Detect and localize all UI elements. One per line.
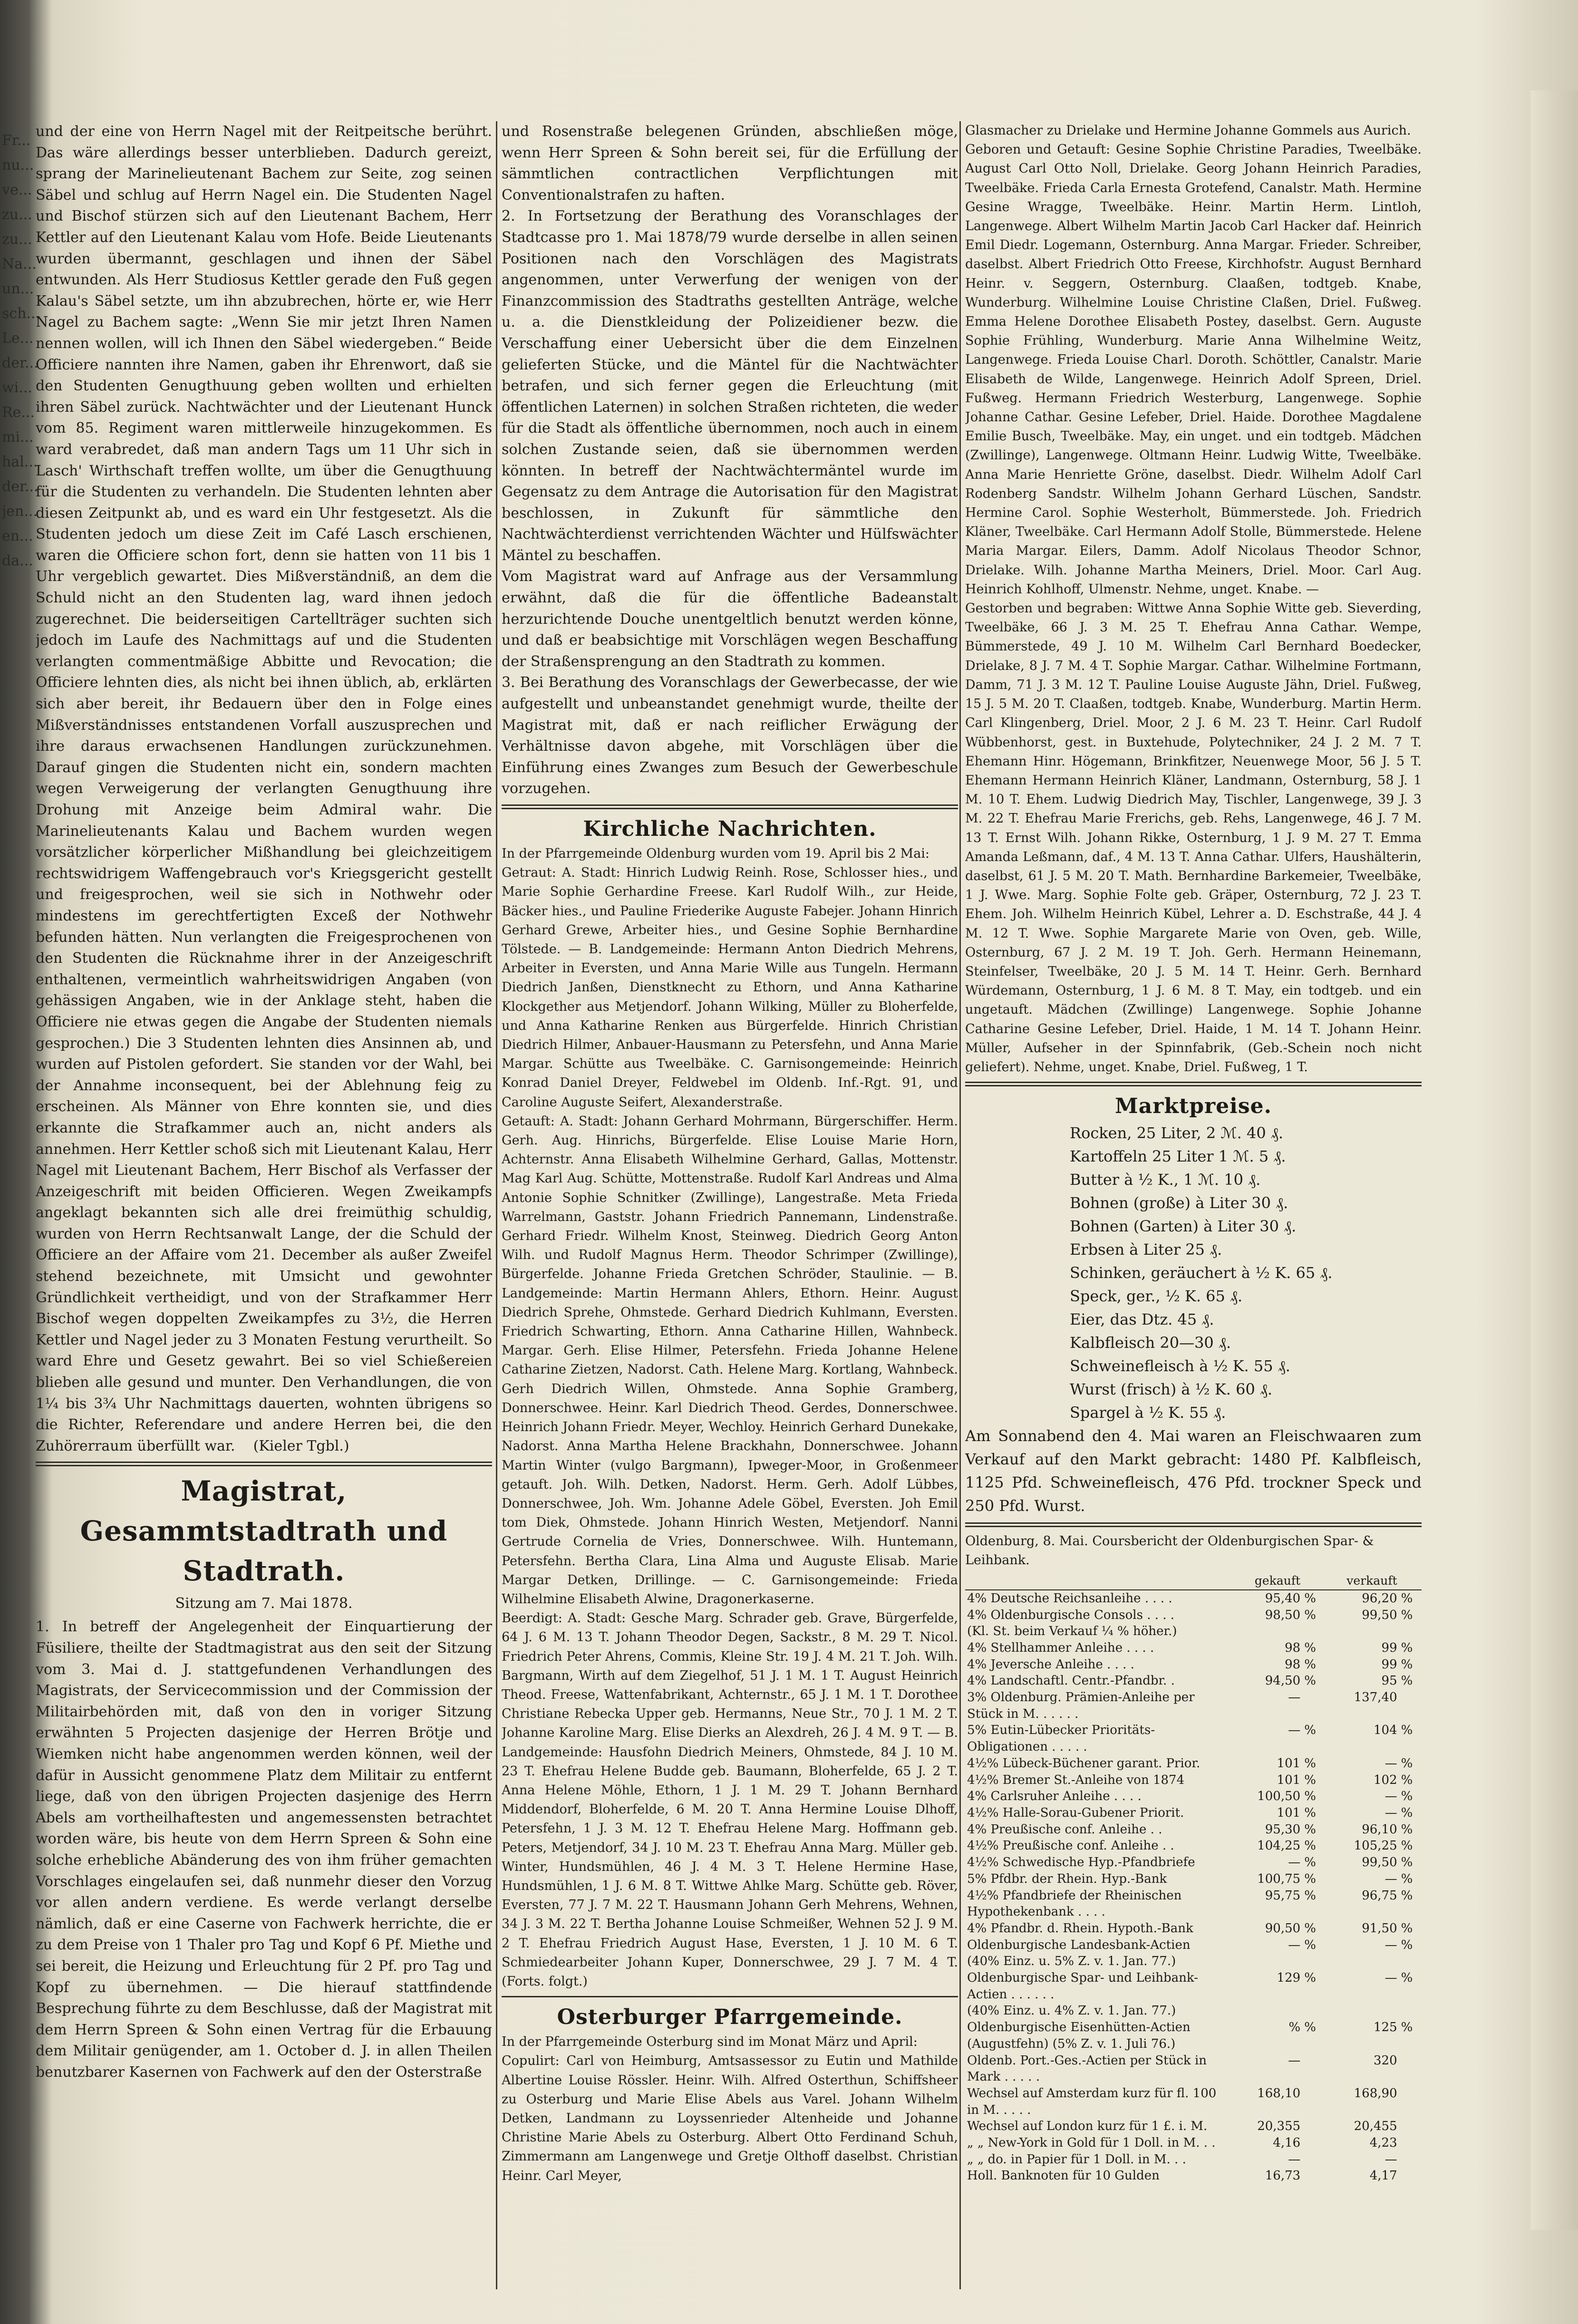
security-name: 5% Eutin-Lübecker Prioritäts-Obligationen . . . . .: [967, 1723, 1155, 1754]
sold-pct: %: [1401, 1756, 1413, 1771]
bought-pct: %: [1304, 2020, 1316, 2035]
section-divider: [965, 1082, 1422, 1086]
sold-rate: 4,17: [1369, 2169, 1397, 2183]
sold-rate: 91,50: [1362, 1921, 1397, 1936]
bought-pct: %: [1304, 1855, 1316, 1870]
section-heading-church-news: Kirchliche Nachrichten.: [583, 817, 877, 841]
market-price-item: Wurst (frisch) à ½ K. 60 ₰.: [1070, 1380, 1273, 1399]
bought-pct: %: [1304, 1871, 1316, 1886]
exchange-row: [965, 1673, 1422, 1689]
security-name: 4½% Halle-Sorau-Gubener Priorit.: [967, 1806, 1184, 1820]
bought-pct: [1302, 1689, 1325, 1722]
sold-rate: 99: [1381, 1657, 1397, 1672]
column-rule: [959, 121, 961, 2289]
exchange-row: [965, 2053, 1422, 2085]
bought-pct: [1302, 2085, 1325, 2118]
bought-rate: —: [1288, 1855, 1301, 1870]
column-rule: [496, 121, 497, 2289]
sold-pct: [1399, 1689, 1422, 1722]
security-name: 4% Oldenburgische Consols . . . .: [967, 1607, 1175, 1622]
column-3: [965, 121, 1422, 2289]
column-2: [502, 121, 958, 2289]
header-pct-blank: [1302, 1573, 1325, 1590]
market-price-item: Bohnen (große) à Liter 30 ₰.: [1070, 1194, 1288, 1212]
security-name: Oldenburgische Landesbank-Actien (40% Einz. u. 5% Z. v. 1. Jan. 77.): [967, 1937, 1191, 1969]
exchange-row: [965, 1722, 1422, 1755]
sold-pct: %: [1401, 1839, 1413, 1853]
exchange-row: [965, 1854, 1422, 1871]
sold-pct: %: [1401, 1607, 1413, 1622]
article-trade-school: 3. Bei Berathung des Voranschlags der Gewerbecasse, der wie aufgestellt und unbeanstandet genehmigt wurde, theilte der Magistrat mit, daß er nach reiflicher Erwägung der Verhältnisse davon abgehe, mit Vorschlägen über die Einführung eines Zwanges zum Besuch der Gewerbeschule vorzugehen.: [502, 674, 958, 797]
header-sold: verkauft: [1325, 1573, 1399, 1590]
security-name: „ „ New-York in Gold für 1 Doll. in M. . .: [967, 2136, 1216, 2150]
sold-rate: —: [1384, 1937, 1397, 1952]
sold-pct: [1399, 2003, 1422, 2019]
bought-rate: 95,30: [1265, 1822, 1301, 1837]
bought-pct: %: [1304, 1674, 1316, 1688]
market-price-item: Speck, ger., ½ K. 65 ₰.: [1070, 1287, 1243, 1306]
sold-rate: 102: [1373, 1772, 1397, 1787]
sold-rate: 95: [1381, 1674, 1397, 1688]
sold-rate: [1325, 1623, 1399, 1640]
exchange-row: [965, 2003, 1422, 2019]
market-price-item: Butter à ½ K., 1 ℳ. 10 ₰.: [1070, 1171, 1261, 1189]
sold-rate: 4,23: [1369, 2136, 1397, 2150]
bought-pct: %: [1304, 1971, 1316, 1985]
exchange-row: [965, 2151, 1422, 2168]
bought-pct: %: [1304, 1772, 1316, 1787]
exchange-rate-table: [965, 1573, 1422, 2184]
bought-rate: 100,75: [1257, 1871, 1301, 1886]
bought-rate: 104,25: [1257, 1839, 1301, 1853]
sold-pct: %: [1401, 1674, 1413, 1688]
bought-pct: %: [1304, 1756, 1316, 1771]
security-name: 4½% Bremer St.-Anleihe von 1874: [967, 1772, 1185, 1787]
bought-rate: 98: [1285, 1657, 1301, 1672]
bought-pct: %: [1304, 1822, 1316, 1837]
security-name: (Kl. St. beim Verkauf ¼ % höher.): [967, 1624, 1177, 1639]
exchange-row: [965, 2085, 1422, 2118]
sold-pct: %: [1401, 1657, 1413, 1672]
sold-rate: 96,75: [1362, 1888, 1397, 1903]
article-magistrat-body: 1. In betreff der Angelegenheit der Einquartierung der Füsiliere, theilte der Stadtmagistrat aus den seit der Sitzung vom 3. Mai d. J. stattgefundenen Verhandlungen des Magistrats, der Servicecommission und der Commission der Militairbehörden mit, daß von den in voriger Sitzung erwähnten 5 Projecten dasjenige der Herren Brötje und Wiemken nicht habe angenommen werden können, weil der dafür in Aussicht genommene Platz dem Militair zu entfernt liege, daß von den übrigen Projecten dasjenige des Herrn Abels am vortheilhaftesten und angemessensten betrachtet worden wäre, bis heute von dem Herrn Spreen & Sohn eine solche erhebliche Abänderung des von ihm früher gemachten Vorschlages eingelaufen sei, daß nunmehr dieser den Vorzug vor allen andern verdiene. Es werde verlangt derselbe nämlich, daß er eine Caserne von Fachwerk herrichte, die er zu dem Preise von 1 Thaler pro Tag und Kopf 6 Pf. Miethe und sei bereit, die Heizung und Erleuchtung für 2 Pf. pro Tag und Kopf zu übernehmen. — Die hierauf stattfindende Besprechung führte zu dem Beschlusse, daß der Magistrat mit dem Herrn Spreen & Sohn einen Vertrag für die Erbauung dem Militair genügender, am 1. October d. J. in allen Theilen benutzbarer Kasernen von Fachwerk auf den der Osterstraße: [36, 1618, 492, 2081]
church-register-oldenburg: Getraut: A. Stadt: Hinrich Ludwig Reinh. Rose, Schlosser hies., und Marie Sophie Gerhardine Freese. Karl Rudolf Wilh., zur Heide, Bäcker hies., und Pauline Friederike Auguste Fabejer. Johann Hinrich Gerhard Grewe, Arbeiter hies., und Gesine Sophie Bernhardine Tölstede. — B. Landgemeinde: Hermann Anton Diedrich Mehrens, Arbeiter in Eversten, und Anna Marie Wille aus Tungeln. Hermann Diedrich Janßen, Dienstknecht zu Ethorn, und Anna Katharine Klockgether aus Metjendorf. Johann Wilking, Müller zu Bloherfelde, und Anna Katharine Renken aus Bürgerfelde. Hinrich Christian Diedrich Hilmer, Anbauer-Hausmann zu Petersfehn, und Anna Marie Margar. Schütte aus Tweelbäke. C. Garnisongemeinde: Heinrich Konrad Daniel Dreyer, Feldwebel im Oldenb. Inf.-Rgt. 91, und Caroline Auguste Seifert, Alexanderstraße. Getauft: A. Stadt: Johann Gerhard Mohrmann, Bürgerschiffer. Herm. Gerh. Aug. Hinrichs, Bürgerfelde. Elise Louise Marie Horn, Achternstr. Anna Elisabeth Wilhelmine Gerhard, Gallas, Mottenstr. Mag Karl Aug. Schütte, Mottenstraße. Rudolf Karl Andreas und Alma Antonie Sophie Schnitker (Zwillinge), Langestraße. Meta Frieda Warrelmann, Gaststr. Johann Friedrich Pannemann, Lindenstraße. Gerhard Friedr. Wilhelm Knost, Steinweg. Diedrich Georg Anton Wilh. und Rudolf Magnus Herm. Theodor Schrimper (Zwillinge), Bürgerfelde. Johanne Frieda Gretchen Schröder, Staulinie. — B. Landgemeinde: Martin Hermann Ahlers, Ethorn. Heinr. August Diedrich Sprehe, Ohmstede. Gerhard Diedrich Kuhlmann, Eversten. Friedrich Schwarting, Ethorn. Anna Catharine Hillen, Wahnbeck. Margar. Gerh. Elise Hilmer, Petersfehn. Frieda Johanne Helene Catharine Zietzen, Nadorst. Cath. Helene Marg. Kortlang, Wahnbeck. Gerh Diedrich Willen, Ohmstede. Anna Sophie Gramberg, Donnerschwee. Heinr. Karl Diedrich Theod. Gerdes, Donnerschwee. Heinrich Johann Friedr. Meyer, Wechloy. Heinrich Gerhard Dunekake, Nadorst. Anna Martha Helene Brackhahn, Donnerschwee. Johann Martin Winter (vulgo Bargmann), Ipweger-Moor, in Großenmeer getauft. Joh. Wilh. Detken, Nadorst. Herm. Gerh. Adolf Lübbes, Donnerschwee, Joh. Wm. Johanne Adele Göbel, Eversten. Joh Emil tom Diek, Ohmstede. Johann Hinrich Westen, Metjendorf. Nanni Gertrude Cornelia de Vries, Donnerschwee. Wilh. Huntemann, Petersfehn. Bertha Clara, Lina Alma und Auguste Elisab. Marie Margar Detken, Drillinge. — C. Garnisongemeinde: Frieda Wilhelmine Elisabeth Alwine, Dragonerkaserne. Beerdigt: A. Stadt: Gesche Marg. Schrader geb. Grave, Bürgerfelde, 64 J. 6 M. 13 T. Johann Theodor Degen, Sackstr., 8 M. 29 T. Nicol. Friedrich Peter Ahrens, Commis, Kleine Str. 19 J. 4 M. 21 T. Joh. Wilh. Bargmann, Wirth auf dem Ziegelhof, 51 J. 1 M. 1 T. August Heinrich Theod. Freese, Wattenfabrikant, Achternstr., 65 J. 1 M. 1 T. Dorothee Christiane Rebecka Upper geb. Hermanns, Neue Str., 70 J. 1 M. 2 T. Johanne Karoline Marg. Elise Dierks an Alexdreh, 26 J. 4 M. 9 T. — B. Landgemeinde: Hausfohn Diedrich Meiners, Ohmstede, 84 J. 10 M. 23 T. Ehefrau Helene Budde geb. Baumann, Bloherfelde, 65 J. 2 T. Anna Helene Möhle, Ethorn, 1 J. 1 M. 29 T. Johann Bernhard Middendorf, Bloherfelde, 6 M. 20 T. Anna Hermine Louise Dlhoff, Petersfehn, 1 J. 3 M. 12 T. Ehefrau Helene Marg. Hoffmann geb. Peters, Metjendorf, 34 J. 10 M. 23 T. Ehefrau Anna Marg. Müller geb. Winter, Hundsmühlen, 46 J. 4 M. 3 T. Helene Hermine Hase, Hundsmühlen, 1 J. 6 M. 8 T. Wittwe Ahlke Marg. Schütte geb. Röver, Eversten, 77 J. 7 M. 22 T. Hausmann Johann Gerh Mehrens, Wehnen, 34 J. 3 M. 22 T. Bertha Johanne Louise Schmeißer, Wehnen 52 J. 9 M. 2 T. Ehefrau Friedrich August Hase, Eversten, 1 J. 10 M. 6 T. Schmiedearbeiter Johann Kuper, Donnerschwee, 29 J. 7 M. 4 T. (Forts. folgt.): [502, 865, 958, 1989]
bought-pct: %: [1304, 1888, 1316, 1903]
market-price-item: Kartoffeln 25 Liter 1 ℳ. 5 ₰.: [1070, 1147, 1286, 1166]
sold-pct: %: [1401, 1921, 1413, 1936]
sold-pct: %: [1401, 1591, 1413, 1606]
article-magistrat-continued: und Rosenstraße belegenen Gründen, abschließen möge, wenn Herr Spreen & Sohn bereit sei, für die Erfüllung der sämmtlichen contractlichen Verpflichtungen mit Conventionalstrafen zu haften.: [502, 123, 958, 203]
exchange-row: [965, 1772, 1422, 1789]
sold-rate: 320: [1373, 2053, 1397, 2068]
sold-pct: [1399, 1623, 1422, 1640]
bought-rate: 101: [1277, 1756, 1301, 1771]
sold-rate: —: [1384, 1971, 1397, 1985]
sold-rate: 99: [1381, 1640, 1397, 1655]
exchange-row: [965, 1656, 1422, 1673]
bought-rate: 90,50: [1265, 1921, 1301, 1936]
osterburg-register-continued: Glasmacher zu Drielake und Hermine Johanne Gommels aus Aurich. Geboren und Getauft: Gesine Sophie Christine Paradies, Tweelbäke. August Carl Otto Noll, Drielake. Georg Johann Heinrich Paradies, Tweelbäke. Frieda Carla Ernesta Grotefend, Canalstr. Math. Hermine Gesine Wragge, Tweelbäke. Heinr. Martin Herm. Lintloh, Langenwege. Albert Wilhelm Martin Jacob Carl Hacker daf. Heinrich Emil Diedr. Logemann, Osternburg. Anna Margar. Frieder. Schreiber, daselbst. Albert Friedrich Otto Freese, Kirchhofstr. August Bernhard Heinr. v. Seggern, Osternburg. Claaßen, todtgeb. Knabe, Wunderburg. Wilhelmine Louise Christine Claßen, Driel. Fußweg. Emma Helene Dorothee Elisabeth Postey, daselbst. Gern. Auguste Sophie Frühling, Wunderburg. Marie Anna Wilhelmine Weitz, Langenwege. Frieda Louise Charl. Doroth. Schöttler, Canalstr. Marie Elisabeth de Wilde, Langenwege. Heinrich Adolf Spreen, Driel. Fußweg. Hermann Friedrich Westerburg, Langenwege. Sophie Johanne Cathar. Gesine Lefeber, Driel. Haide. Dorothee Magdalene Emilie Busch, Tweelbäke. May, ein unget. und ein todtgeb. Mädchen (Zwillinge), Langenwege. Oltmann Heinr. Ludwig Witte, Tweelbäke. Anna Marie Henriette Gröne, daselbst. Diedr. Wilhelm Adolf Carl Rodenberg Sandstr. Wilhelm Johann Gerhard Lüschen, Sandstr. Hermine Carol. Sophie Westerholt, Bümmerstede. Joh. Friedrich Kläner, Tweelbäke. Carl Hermann Adolf Stolle, Bümmerstede. Helene Maria Margar. Eilers, Damm. Adolf Nicolaus Theodor Schnor, Drielake. Wilh. Johanne Martha Meiners, Driel. Moor. Carl Aug. Heinrich Kohlhoff, Ulmenstr. Nehme, unget. Knabe. — Gestorben und begraben: Wittwe Anna Sophie Witte geb. Sieverding, Tweelbäke, 66 J. 3 M. 25 T. Ehefrau Anna Cathar. Wempe, Bümmerstede, 49 J. 10 M. Wilhelm Carl Bernhard Boedecker, Drielake, 8 J. 7 M. 4 T. Sophie Margar. Cathar. Wilhelmine Fortmann, Damm, 71 J. 3 M. 12 T. Pauline Louise Auguste Jähn, Driel. Fußweg, 15 J. 5 M. 20 T. Claaßen, todtgeb. Knabe, Wunderburg. Martin Herm. Carl Klingenberg, Driel. Moor, 2 J. 6 M. 23 T. Heinr. Carl Rudolf Wübbenhorst, gest. in Buxtehude, Polytechniker, 24 J. 2 M. 7 T. Ehemann Hinr. Högemann, Brinkfitzer, Neuenwege Moor, 56 J. 5 T. Ehemann Hermann Heinrich Kläner, Landmann, Osternburg, 58 J. 1 M. 10 T. Ehem. Ludwig Diedrich May, Tischler, Langenwege, 39 J. 3 M. 22 T. Ehefrau Marie Frerichs, geb. Rehs, Langenwege, 46 J. 7 M. 13 T. Ernst Wilh. Johann Rikke, Osternburg, 1 J. 9 M. 27 T. Emma Amanda Leßmann, daf., 4 M. 13 T. Anna Cathar. Ulfers, Haushälterin, daselbst, 61 J. 5 M. 20 T. Math. Bernhardine Barkemeier, Tweelbäke, 1 J. Wwe. Marg. Sophie Folte geb. Gräper, Osternburg, 72 J. 23 T. Ehem. Joh. Wilhelm Heinrich Kübel, Lehrer a. D. Eschstraße, 44 J. 4 M. 12 T. Wwe. Sophie Margarete Marie von Oven, geb. Wille, Osternburg, 67 J. 2 M. 19 T. Joh. Gerh. Hermann Heinemann, Steinfelser, Tweelbäke, 20 J. 5 M. 14 T. Heinr. Gerh. Bernhard Würdemann, Osternburg, 1 J. 6 M. 8 T. May, ein todtgeb. und ein ungetauft. Mädchen (Zwillinge) Langenwege. Sophie Johanne Catharine Gesine Lefeber, Driel. Haide, 1 M. 14 T. Johann Heinr. Müller, Aufseher in der Spinnfabrik, (Geb.-Schein noch nicht geliefert). Nehme, unget. Knabe, Driel. Fußweg, 1 T.: [965, 123, 1422, 1075]
exchange-table-header: [965, 1573, 1422, 1590]
security-name: Oldenburgische Spar- und Leihbank-Actien . . . . . .: [967, 1971, 1199, 2002]
security-name: 4% Deutsche Reichsanleihe . . . .: [967, 1591, 1172, 1606]
exchange-row: [965, 1689, 1422, 1722]
sold-rate: —: [1384, 1789, 1397, 1804]
bought-pct: %: [1304, 1806, 1316, 1820]
security-name: 5% Pfdbr. der Rhein. Hyp.-Bank: [967, 1871, 1167, 1886]
bought-rate: [1229, 2003, 1303, 2019]
sold-pct: [1399, 2168, 1422, 2184]
bought-pct: [1302, 2003, 1325, 2019]
security-name: 4% Landschaftl. Centr.-Pfandbr. .: [967, 1674, 1175, 1688]
market-price-list: [965, 1122, 1422, 1424]
sold-rate: 105,25: [1354, 1839, 1397, 1853]
sold-pct: [1399, 2118, 1422, 2135]
exchange-row: [965, 1821, 1422, 1838]
bought-pct: %: [1304, 1591, 1316, 1606]
exchange-row: [965, 1937, 1422, 1970]
security-name: Wechsel auf Amsterdam kurz für fl. 100 in M. . . . .: [967, 2086, 1217, 2117]
sold-pct: %: [1401, 1855, 1413, 1870]
bought-pct: %: [1304, 1921, 1316, 1936]
sold-rate: 99,50: [1362, 1855, 1397, 1870]
osterburg-intro: In der Pfarrgemeinde Osterburg sind im Monat März und April:: [502, 2034, 918, 2050]
bought-rate: [1229, 1623, 1303, 1640]
sold-pct: %: [1401, 1640, 1413, 1655]
sold-pct: %: [1401, 2020, 1413, 2035]
exchange-row: [965, 2168, 1422, 2184]
security-name: Oldenb. Port.-Ges.-Actien per Stück in Mark . . . . .: [967, 2053, 1207, 2084]
exchange-row: [965, 2019, 1422, 2052]
sold-pct: %: [1401, 1871, 1413, 1886]
bought-rate: 16,73: [1265, 2169, 1301, 2183]
bought-pct: [1302, 2168, 1325, 2184]
article-duel-report: und der eine von Herrn Nagel mit der Reitpeitsche berührt. Das wäre allerdings besser unterblieben. Dadurch gereizt, sprang der Marinelieutenant Bachem zur Seite, zog seinen Säbel und schlug auf Herrn Nagel ein. Die Studenten Nagel und Bischof stürzen sich auf den Lieutenant Bachem, Herr Kettler auf den Lieutenant Kalau vom Hofe. Beide Lieutenants wurden übermannt, geschlagen und ihnen der Säbel entwunden. Als Herr Studiosus Kettler gerade den Fuß gegen Kalau's Säbel setzte, um ihn abzubrechen, hörte er, wie Herr Nagel zu Bachem sagte: „Wenn Sie mir jetzt Ihren Namen nennen wollen, will ich Ihnen den Säbel wiedergeben.“ Beide Officiere nannten ihre Namen, gaben ihr Ehrenwort, daß sie den Studenten Genugthuung geben wollten und erhielten ihren Säbel zurück. Nachtwächter und der Lieutenant Hunck vom 85. Regiment waren mittlerweile hinzugekommen. Es ward verabredet, daß man andern Tags um 11 Uhr sich in Lasch' Wirthschaft treffen wollte, um über die Genugthuung für die Studenten zu verhandeln. Die Studenten lehnten aber diesen Zeitpunkt ab, und es ward ein Uhr festgesetzt. Als die Studenten jedoch um diese Zeit im Café Lasch erschienen, waren die Officiere schon fort, denn sie hatten von 11 bis 1 Uhr vergeblich gewartet. Dies Mißverständniß, an dem die Schuld nicht an den Studenten lag, ward ihnen jedoch zugerechnet. Die beiderseitigen Cartellträger suchten sich jedoch im Laufe des Nachmittags auf und die Studenten verlangten commentmäßige Abbitte und Revocation; die Officiere lehnten dies, als nicht bei ihnen üblich, ab, erklärten sich aber bereit, ihr Bedauern über den in Folge eines Mißverständnisses entstandenen Vorfall auszusprechen und ihre daraus erwachsenen Handlungen zurückzunehmen. Darauf gingen die Studenten nicht ein, sondern machten wegen Verweigerung der verlangten Genugthuung ihre Drohung mit Anzeige beim Admiral wahr. Die Marinelieutenants Kalau und Bachem wurden wegen vorsätzlicher körperlicher Mißhandlung bei gleichzeitigem rechtswidrigem Waffengebrauch vor's Kriegsgericht gestellt und freigesprochen, weil sie sich in Nothwehr oder mindestens im gerechtfertigten Exceß der Nothwehr befunden hätten. Nun verlangten die Freigesprochenen von den Studenten die Rücknahme ihrer in der Anzeigeschrift enthaltenen, vermeintlich wahrheitswidrigen Angaben (von gehässigen Angaben, wie in der Anklage steht, haben die Officiere nie etwas gegen die Angabe der Studenten niemals gesprochen.) Die 3 Studenten lehnten dies Ansinnen ab, und wurden auf Pistolen gefordert. Sie standen vor der Wahl, bei der Annahme inconsequent, bei der Ablehnung feig zu erscheinen. Als Männer von Ehre konnten sie, und dies erkannte die Strafkammer auch an, nicht anders als annehmen. Herr Kettler schoß sich mit Lieutenant Kalau, Herr Nagel mit Lieutenant Bachem, Herr Bischof als Verfasser der Anzeigeschrift mit beiden Officieren. Wegen Zweikampfs angeklagt bekannten sich alle drei freimüthig schuldig, wurden von Herrn Rechtsanwalt Lange, der die Schuld der Officiere an der Affaire vom 21. December als außer Zweifel stehend bezeichnete, mit Umsicht und gewohnter Gründlichkeit vertheidigt, und von der Strafkammer Herr Bischof wegen doppelten Zweikampfes zu 3½, die Herren Kettler und Nagel jeder zu 3 Monaten Festung verurtheilt. So ward Ehre und Gesetz gewahrt. Bei so viel Schießereien blieben alle gesund und munter. Den Verhandlungen, die von 1¼ bis 3¾ Uhr Nachmittags dauerten, wohnten übrigens so die Richter, Referendare und andere Herren bei, die den Zuhörerraum überfüllt war. (Kieler Tgbl.): [36, 123, 492, 1454]
sold-rate: 137,40: [1354, 1690, 1397, 1705]
security-name: 4½% Lübeck-Büchener garant. Prior.: [967, 1756, 1200, 1771]
market-price-item: Erbsen à Liter 25 ₰.: [1070, 1240, 1222, 1259]
article-bath: Vom Magistrat ward auf Anfrage aus der Versammlung erwähnt, daß die für die öffentliche Badeanstalt herzurichtende Douche unentgeltlich benutzt werden könne, und daß er beabsichtige mit Vorschlägen wegen Beschaffung der Straßensprengung an den Stadtrath zu kommen.: [502, 568, 958, 670]
security-name: Oldenburgische Eisenhütten-Actien (Augustfehn) (5% Z. v. 1. Juli 76.): [967, 2020, 1191, 2051]
exchange-row: [965, 1623, 1422, 1640]
bought-rate: 100,50: [1257, 1789, 1301, 1804]
sold-pct: %: [1401, 1789, 1413, 1804]
exchange-row: [965, 2135, 1422, 2151]
market-price-item: Eier, das Dtz. 45 ₰.: [1070, 1310, 1214, 1329]
sold-pct: %: [1401, 1937, 1413, 1952]
bought-rate: —: [1288, 1723, 1301, 1738]
sold-rate: —: [1384, 1806, 1397, 1820]
sold-rate: [1325, 2003, 1399, 2019]
security-name: Holl. Banknoten für 10 Gulden: [967, 2169, 1160, 2183]
market-price-item: Kalbfleisch 20—30 ₰.: [1070, 1334, 1231, 1352]
bought-rate: 129: [1277, 1971, 1301, 1985]
exchange-row: [965, 1607, 1422, 1624]
bought-pct: [1302, 1623, 1325, 1640]
session-date: Sitzung am 7. Mai 1878.: [175, 1595, 353, 1612]
security-name: 4% Carlsruher Anleihe . . . .: [967, 1789, 1142, 1804]
security-name: 4% Preußische conf. Anleihe . .: [967, 1822, 1162, 1837]
bought-rate: 168,10: [1257, 2086, 1301, 2101]
bought-rate: %: [1288, 2020, 1301, 2035]
church-intro: In der Pfarrgemeinde Oldenburg wurden vom 19. April bis 2 Mai:: [502, 846, 930, 861]
security-name: 4% Jeversche Anleihe . . . .: [967, 1657, 1134, 1672]
osterburg-register: Copulirt: Carl von Heimburg, Amtsassessor zu Eutin und Mathilde Albertine Louise Rössler. Heinr. Wilh. Alfred Osterthun, Schiffsheer zu Osterburg und Marie Elise Abels aus Varel. Johann Wilhelm Detken, Landmann zu Loyssenrieder Altenheide und Johanne Christine Marie Abels zu Osterburg. Albert Otto Ferdinand Schuh, Zimmermann am Langenwege und Gretje Olthoff daselbst. Christian Heinr. Carl Meyer,: [502, 2053, 958, 2183]
sold-pct: %: [1401, 1822, 1413, 1837]
bought-rate: 101: [1277, 1772, 1301, 1787]
bought-pct: %: [1304, 1607, 1316, 1622]
bought-pct: [1302, 2053, 1325, 2085]
bought-pct: [1302, 2135, 1325, 2151]
sold-pct: %: [1401, 1772, 1413, 1787]
security-name: 4½% Schwedische Hyp.-Pfandbriefe: [967, 1855, 1195, 1870]
market-price-item: Rocken, 25 Liter, 2 ℳ. 40 ₰.: [1070, 1124, 1284, 1143]
market-price-item: Schweinefleisch à ½ K. 55 ₰.: [1070, 1357, 1290, 1375]
exchange-row: [965, 1755, 1422, 1772]
next-page-edge: [1530, 90, 1578, 2230]
bought-rate: 98: [1285, 1640, 1301, 1655]
bought-rate: —: [1288, 1937, 1301, 1952]
header-pct-blank: [1399, 1573, 1422, 1590]
sold-rate: 104: [1373, 1723, 1397, 1738]
section-heading-magistrat: Magistrat, Gesammtstadtrath und Stadtrath.: [80, 1475, 448, 1588]
bought-rate: 95,75: [1265, 1888, 1301, 1903]
bought-rate: 95,40: [1265, 1591, 1301, 1606]
security-name: 4½% Preußische conf. Anleihe . .: [967, 1839, 1174, 1853]
security-name: 4% Pfandbr. d. Rhein. Hypoth.-Bank: [967, 1921, 1193, 1936]
column-1: [36, 121, 492, 2289]
header-blank: [965, 1573, 1229, 1590]
sold-pct: [1399, 2085, 1422, 2118]
sold-pct: [1399, 2135, 1422, 2151]
sold-pct: [1399, 2151, 1422, 2168]
bought-rate: —: [1288, 2053, 1301, 2068]
bought-rate: 98,50: [1265, 1607, 1301, 1622]
exchange-row: [965, 1888, 1422, 1920]
section-divider: [502, 804, 958, 809]
exchange-row: [965, 1838, 1422, 1854]
section-divider: [502, 1996, 958, 1997]
security-name: 4% Stellhammer Anleihe . . . .: [967, 1640, 1154, 1655]
exchange-row: [965, 1970, 1422, 2003]
bought-pct: %: [1304, 1937, 1316, 1952]
sold-rate: 96,20: [1362, 1591, 1397, 1606]
sold-pct: %: [1401, 1971, 1413, 1985]
exchange-row: [965, 1788, 1422, 1805]
bought-pct: %: [1304, 1839, 1316, 1853]
bought-pct: %: [1304, 1789, 1316, 1804]
sold-rate: 96,10: [1362, 1822, 1397, 1837]
section-heading-market-prices: Marktpreise.: [1115, 1094, 1272, 1119]
section-divider: [36, 1462, 492, 1466]
market-meat-note: Am Sonnabend den 4. Mai waren an Fleischwaaren zum Verkauf auf den Markt gebracht: 1480 Pf. Kalbfleisch, 1125 Pfd. Schweinefleisch, 476 Pfd. trockner Speck und 250 Pfd. Wurst.: [965, 1427, 1422, 1515]
exchange-row: [965, 1920, 1422, 1937]
sold-pct: %: [1401, 1806, 1413, 1820]
bought-rate: 4,16: [1273, 2136, 1301, 2150]
security-name: (40% Einz. u. 4% Z. v. 1. Jan. 77.): [967, 2004, 1176, 2018]
exchange-row: [965, 1640, 1422, 1656]
market-price-item: Bohnen (Garten) à Liter 30 ₰.: [1070, 1217, 1297, 1236]
exchange-row: [965, 2118, 1422, 2135]
exchange-row: [965, 1805, 1422, 1821]
market-price-item: Schinken, geräuchert à ½ K. 65 ₰.: [1070, 1264, 1333, 1282]
sold-rate: —: [1384, 1756, 1397, 1771]
sold-rate: 99,50: [1362, 1607, 1397, 1622]
exchange-report-title: Oldenburg, 8. Mai. Coursbericht der Oldenburgischen Spar- & Leihbank.: [965, 1534, 1374, 1568]
security-name: „ „ do. in Papier für 1 Doll. in M. . .: [967, 2152, 1186, 2167]
security-name: 4½% Pfandbriefe der Rheinischen Hypothekenbank . . . .: [967, 1888, 1182, 1919]
sold-rate: 125: [1373, 2020, 1397, 2035]
sold-pct: %: [1401, 1888, 1413, 1903]
market-price-item: Spargel à ½ K. 55 ₰.: [1070, 1404, 1226, 1422]
security-name: 3% Oldenburg. Prämien-Anleihe per Stück in M. . . . . .: [967, 1690, 1195, 1721]
bought-rate: 94,50: [1265, 1674, 1301, 1688]
exchange-row: [965, 1871, 1422, 1888]
sold-pct: %: [1401, 1723, 1413, 1738]
bought-pct: [1302, 2118, 1325, 2135]
exchange-row: [965, 1590, 1422, 1607]
bought-pct: %: [1304, 1657, 1316, 1672]
section-divider: [965, 1522, 1422, 1527]
bought-rate: 20,355: [1257, 2119, 1301, 2134]
section-heading-osterburg: Osterburger Pfarrgemeinde.: [557, 2005, 903, 2030]
bought-pct: [1302, 2151, 1325, 2168]
bought-pct: %: [1304, 1723, 1316, 1738]
sold-pct: [1399, 2053, 1422, 2085]
bought-rate: —: [1288, 1690, 1301, 1705]
header-bought: gekauft: [1229, 1573, 1303, 1590]
sold-rate: 168,90: [1354, 2086, 1397, 2101]
security-name: Wechsel auf London kurz für 1 £. i. M.: [967, 2119, 1208, 2134]
bought-pct: %: [1304, 1640, 1316, 1655]
sold-rate: 20,455: [1354, 2119, 1397, 2134]
article-budget: 2. In Fortsetzung der Berathung des Voranschlages der Stadtcasse pro 1. Mai 1878/79 wurde derselbe in allen seinen Positionen nach den Vorschlägen des Magistrats angenommen, unter Verwerfung der wenigen von der Finanzcommission des Stadtraths gestellten Anträge, welche u. a. die Dienstkleidung der Polizeidiener bezw. die Verschaffung einer Uebersicht über die dem Einzelnen gelieferten Stücke, und die Mäntel für die Nachtwächter betrafen, und sich ferner gegen die Erleuchtung (mit öffentlichen Laternen) in solchen Straßen richteten, die weder für die Stadt als öffentliche übernommen, noch auch in einem solchen Zustande seien, daß sie übernommen werden könnten. In betreff der Nachtwächtermäntel wurde im Gegensatz zu dem Antrage die Autorisation für den Magistrat beschlossen, in Zukunft für sämmtliche den Nachtwächterdienst verrichtenden Wächter und Hülfswächter Mäntel zu beschaffen.: [502, 208, 958, 564]
binding-fragment-text: Fr... nu... ve... zu... zu... Na... un... sch... Le... der... wi... Re... mi... hal... der... jen... en... da...: [2, 132, 40, 569]
bought-rate: —: [1288, 2152, 1301, 2167]
sold-rate: —: [1384, 1871, 1397, 1886]
sold-rate: —: [1384, 2152, 1397, 2167]
bought-rate: 101: [1277, 1806, 1301, 1820]
